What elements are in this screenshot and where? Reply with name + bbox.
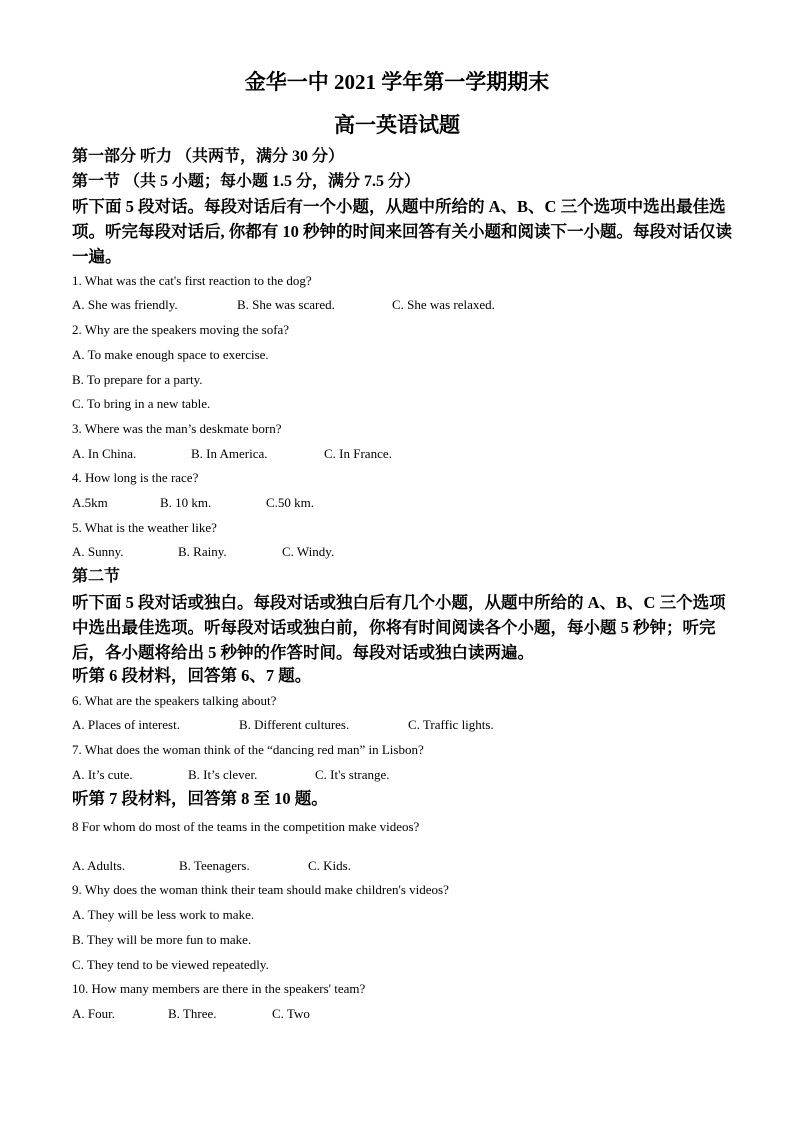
option-c: C. In France. [324,446,392,461]
instruction-line: 中选出最佳选项。听每段对话或独白前，你将有时间阅读各个小题，每小题 5 秒钟；听完 [72,618,716,637]
exam-title: 金华一中 2021 学年第一学期期末 [244,70,550,94]
section1-instructions [72,194,732,269]
question-9-option-c: C. They tend to be viewed repeatedly. [72,957,269,972]
option-b: B. Teenagers. [179,858,250,873]
option-b: B. Different cultures. [239,717,350,732]
section2-heading: 第二节 [72,568,121,585]
question-8-stem: 8 For whom do most of the teams in the competition make videos? [72,819,420,834]
question-2-option-a: A. To make enough space to exercise. [72,347,269,362]
option-c: C. Windy. [282,544,335,559]
question-3-stem: 3. Where was the man’s deskmate born? [72,421,282,436]
question-9-option-a: A. They will be less work to make. [72,907,255,922]
option-a: A. She was friendly. [72,297,178,312]
option-a: A. Places of interest. [72,717,180,732]
question-7-stem: 7. What does the woman think of the “dancing red man” in Lisbon? [72,742,424,757]
option-b: B. 10 km. [160,495,212,510]
option-a: A. In China. [72,446,137,461]
question-2-option-b: B. To prepare for a party. [72,372,203,387]
material-7-heading: 听第 7 段材料，回答第 8 至 10 题。 [72,789,328,808]
question-2-option-c: C. To bring in a new table. [72,396,211,411]
section1-heading: 第一节 （共 5 小题；每小题 1.5 分，满分 7.5 分） [72,173,421,190]
instruction-line: 项。听完每段对话后, 你都有 10 秒钟的时间来回答有关小题和阅读下一小题。每段对话仅读 [72,222,732,241]
instruction-line: 听下面 5 段对话。每段对话后有一个小题，从题中所给的 A、B、C 三个选项中选出最佳选 [72,197,726,216]
question-5-stem: 5. What is the weather like? [72,520,217,535]
question-1-stem: 1. What was the cat's first reaction to the dog? [72,273,312,288]
option-c: C. Kids. [308,858,351,873]
question-6-stem: 6. What are the speakers talking about? [72,693,277,708]
instruction-line: 后，各小题将给出 5 秒钟的作答时间。每段对话或独白读两遍。 [72,643,534,662]
option-c: C. Two [272,1006,310,1021]
option-a: A.5km [72,495,108,510]
question-9-stem: 9. Why does the woman think their team should make children's videos? [72,882,449,897]
section2-instructions [72,590,724,665]
option-c: C. She was relaxed. [392,297,495,312]
option-b: B. Rainy. [178,544,227,559]
question-9-option-b: B. They will be more fun to make. [72,932,252,947]
option-a: A. Sunny. [72,544,124,559]
option-a: A. Adults. [72,858,126,873]
option-a: A. Four. [72,1006,115,1021]
option-c: C. It's strange. [315,767,390,782]
material-6-heading: 听第 6 段材料，回答第 6、7 题。 [72,666,312,685]
option-a: A. It’s cute. [72,767,133,782]
option-b: B. She was scared. [237,297,335,312]
question-4-stem: 4. How long is the race? [72,470,199,485]
question-10-stem: 10. How many members are there in the speakers' team? [72,981,366,996]
option-b: B. Three. [168,1006,217,1021]
option-c: C.50 km. [266,495,315,510]
instruction-line: 听下面 5 段对话或独白。每段对话或独白后有几个小题，从题中所给的 A、B、C 三个选项 [72,593,726,612]
instruction-line: 一遍。 [72,247,122,266]
option-b: B. In America. [191,446,268,461]
part1-heading: 第一部分 听力 （共两节，满分 30 分） [72,148,345,165]
exam-subtitle: 高一英语试题 [334,113,460,137]
option-c: C. Traffic lights. [408,717,494,732]
question-2-stem: 2. Why are the speakers moving the sofa? [72,322,290,337]
option-b: B. It’s clever. [188,767,258,782]
